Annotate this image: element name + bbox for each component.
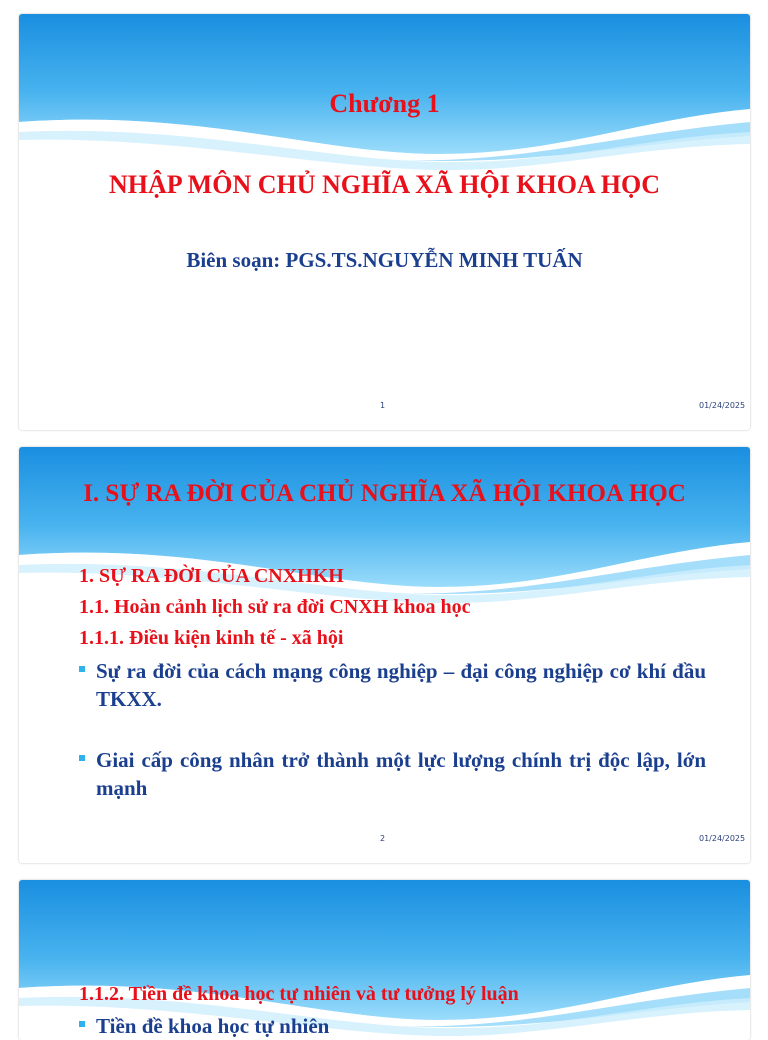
bullet-item bbox=[79, 746, 706, 802]
bullet-square-icon bbox=[79, 755, 85, 761]
slide-2[interactable] bbox=[19, 447, 750, 863]
bullet-text: Giai cấp công nhân trở thành một lực lượng chính trị độc lập, lớn mạnh bbox=[96, 748, 706, 800]
slide-subtitle: NHẬP MÔN CHỦ NGHĨA XÃ HỘI KHOA HỌC bbox=[108, 170, 661, 199]
bullet-item bbox=[79, 657, 706, 713]
page-number: 1 bbox=[380, 401, 386, 410]
slide-date: 01/24/2025 bbox=[699, 834, 746, 843]
bullet-text: Sự ra đời của cách mạng công nghiệp – đại công nghiệp cơ khí đầu TKXX. bbox=[96, 659, 706, 711]
slide-title: Chương 1 bbox=[329, 89, 440, 118]
bullet-item bbox=[79, 1012, 706, 1040]
slide-title: I. SỰ RA ĐỜI CỦA CHỦ NGHĨA XÃ HỘI KHOA HỌC bbox=[83, 480, 686, 507]
slide-date: 01/24/2025 bbox=[699, 401, 746, 410]
slide-1[interactable] bbox=[19, 14, 750, 430]
bullet-square-icon bbox=[79, 666, 85, 672]
subsection-heading: 1.1. Hoàn cảnh lịch sử ra đời CNXH khoa học bbox=[79, 596, 471, 618]
bullet-square-icon bbox=[79, 1021, 85, 1027]
bullet-text: Tiền đề khoa học tự nhiên bbox=[96, 1014, 330, 1038]
subsubsection-heading: 1.1.1. Điều kiện kinh tế - xã hội bbox=[79, 627, 344, 649]
section-heading: 1.1.2. Tiền đề khoa học tự nhiên và tư tưởng lý luận bbox=[79, 983, 519, 1005]
slide-author: Biên soạn: PGS.TS.NGUYỄN MINH TUẤN bbox=[186, 248, 583, 272]
section-heading: 1. SỰ RA ĐỜI CỦA CNXHKH bbox=[79, 565, 344, 587]
slide-3[interactable] bbox=[19, 880, 750, 1040]
page-number: 2 bbox=[380, 834, 386, 843]
